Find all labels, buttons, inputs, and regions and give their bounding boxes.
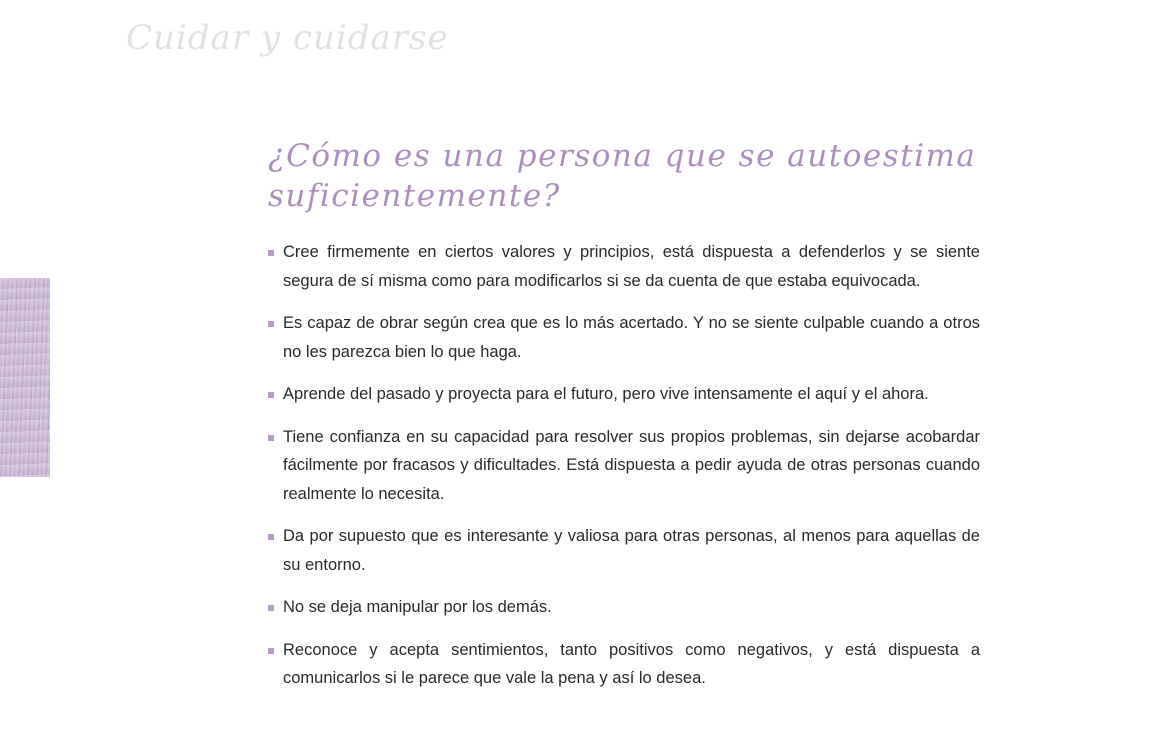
section-heading: ¿Cómo es una persona que se autoestima suficientemente? [268,138,977,214]
square-bullet-icon [268,648,274,654]
list-item [268,593,980,622]
side-tab [0,278,50,664]
square-bullet-icon [268,435,274,441]
square-bullet-icon [268,534,274,540]
list-item [268,238,980,295]
page-number: 168 [8,648,37,664]
list-item-text: No se deja manipular por los demás. [283,598,552,616]
list-item [268,380,980,409]
square-bullet-icon [268,392,274,398]
list-item-text: Reconoce y acepta sentimientos, tanto positivos como negativos, y está dispuesta a comunicarlos si le parece que vale la pena y así lo desea. [283,640,980,687]
list-item [268,423,980,509]
list-item [268,522,980,579]
list-item-text: Aprende del pasado y proyecta para el futuro, pero vive intensamente el aquí y el ahora. [283,385,929,403]
list-item-text: Cree firmemente en ciertos valores y principios, está dispuesta a defenderlos y se siente segura de sí misma como para modificarlos si se da cuenta de que estaba equivocada. [283,243,980,290]
square-bullet-icon [268,250,274,256]
square-bullet-icon [268,321,274,327]
list-item-text: Tiene confianza en su capacidad para resolver sus propios problemas, sin dejarse acobardar fácilmente por fracasos y dificultades. Está dispuesta a pedir ayuda de otras personas cuando realmente lo necesita. [283,427,980,503]
list-item-text: Es capaz de obrar según crea que es lo más acertado. Y no se siente culpable cuando a otros no les parezca bien lo que haga. [283,314,980,361]
trait-list [268,238,980,707]
running-title: Cuidar y cuidarse [126,18,449,58]
list-item [268,309,980,366]
list-item-text: Da por supuesto que es interesante y valiosa para otras personas, al menos para aquellas de su entorno. [283,527,980,574]
list-item [268,636,980,693]
square-bullet-icon [268,605,274,611]
